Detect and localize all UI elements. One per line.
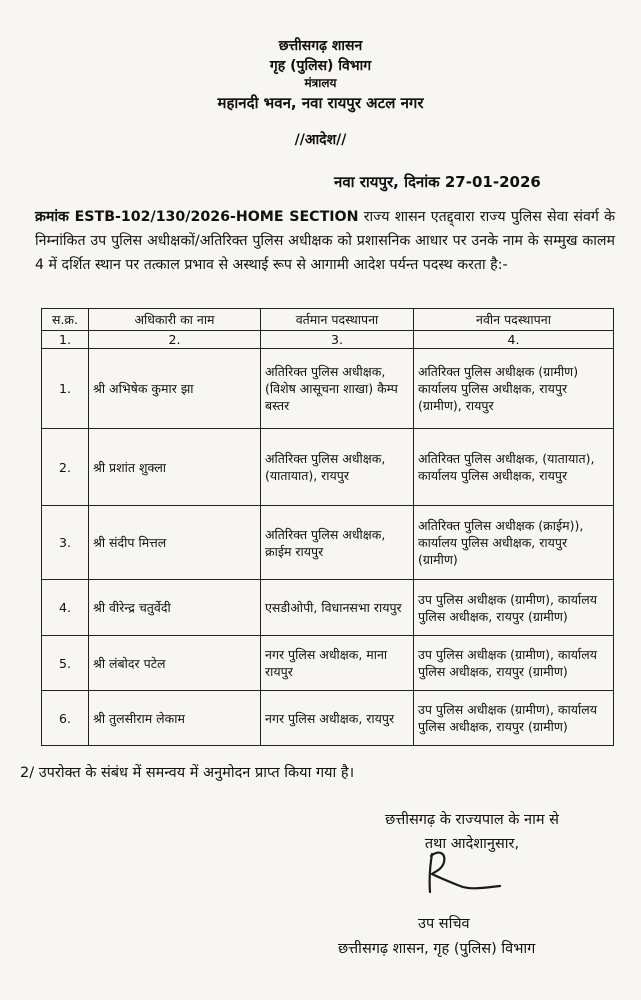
ministry-name: मंत्रालय bbox=[304, 76, 337, 90]
header-new-posting: नवीन पदस्थापना bbox=[414, 309, 614, 331]
order-paragraph bbox=[35, 205, 615, 277]
table-row bbox=[42, 506, 614, 580]
signatory-designation: उप सचिव bbox=[418, 916, 470, 932]
order-title: //आदेश// bbox=[294, 132, 347, 148]
new-posting: उप पुलिस अधीक्षक (ग्रामीण), कार्यालय पुलिस अधीक्षक, रायपुर (ग्रामीण) bbox=[414, 580, 614, 636]
table-row bbox=[42, 429, 614, 506]
header-current-posting: वर्तमान पदस्थापना bbox=[261, 309, 414, 331]
current-posting: एसडीओपी, विधानसभा रायपुर bbox=[261, 580, 414, 636]
department-name: गृह (पुलिस) विभाग bbox=[269, 58, 372, 74]
table-header-row bbox=[42, 309, 614, 331]
table-row bbox=[42, 691, 614, 746]
officer-name: श्री तुलसीराम लेकाम bbox=[89, 691, 261, 746]
table-row bbox=[42, 636, 614, 691]
table-number-row bbox=[42, 331, 614, 349]
current-posting: अतिरिक्त पुलिस अधीक्षक, क्राईम रायपुर bbox=[261, 506, 414, 580]
approval-note: 2/ उपरोक्त के संबंध में समन्वय में अनुमोदन प्राप्त किया गया है। bbox=[20, 765, 355, 781]
order-text: राज्य शासन एतद्द्वारा राज्य पुलिस सेवा संवर्ग के निम्नांकित उप पुलिस अधीक्षकों/अतिरिक्त पुलिस अधीक्षक को प्रशासनिक आधार पर उनके नाम के सम्मुख कालम 4 में दर्शित स्थान पर तत्काल प्रभाव से अस्थाई रूप से आगामी आदेश पर्यन्त पदस्थ करता है:- bbox=[35, 209, 616, 273]
table-row bbox=[42, 349, 614, 429]
order-date: नवा रायपुर, दिनांक 27-01-2026 bbox=[334, 173, 541, 191]
row-sn: 5. bbox=[42, 636, 89, 691]
officer-name: श्री अभिषेक कुमार झा bbox=[89, 349, 261, 429]
current-posting: अतिरिक्त पुलिस अधीक्षक, (यातायात), रायपुर bbox=[261, 429, 414, 506]
col-number: 1. bbox=[42, 331, 89, 349]
row-sn: 3. bbox=[42, 506, 89, 580]
new-posting: अतिरिक्त पुलिस अधीक्षक (ग्रामीण) कार्यालय पुलिस अधीक्षक, रायपुर (ग्रामीण), रायपुर bbox=[414, 349, 614, 429]
header-name: अधिकारी का नाम bbox=[89, 309, 261, 331]
row-sn: 4. bbox=[42, 580, 89, 636]
handwritten-signature bbox=[420, 848, 510, 898]
officer-name: श्री वीरेन्द्र चतुर्वेदी bbox=[89, 580, 261, 636]
govt-name: छत्तीसगढ़ शासन bbox=[278, 38, 363, 54]
posting-table bbox=[41, 308, 614, 746]
officer-name: श्री संदीप मित्तल bbox=[89, 506, 261, 580]
new-posting: उप पुलिस अधीक्षक (ग्रामीण), कार्यालय पुलिस अधीक्षक, रायपुर (ग्रामीण) bbox=[414, 691, 614, 746]
row-sn: 1. bbox=[42, 349, 89, 429]
office-address: महानदी भवन, नवा रायपुर अटल नगर bbox=[217, 94, 424, 112]
signatory-department: छत्तीसगढ़ शासन, गृह (पुलिस) विभाग bbox=[338, 941, 536, 957]
signature-line-2: तथा आदेशानुसार, bbox=[424, 836, 520, 852]
row-sn: 6. bbox=[42, 691, 89, 746]
header-sn: स.क्र. bbox=[42, 309, 89, 331]
col-number: 4. bbox=[414, 331, 614, 349]
current-posting: नगर पुलिस अधीक्षक, रायपुर bbox=[261, 691, 414, 746]
table-row bbox=[42, 580, 614, 636]
new-posting: उप पुलिस अधीक्षक (ग्रामीण), कार्यालय पुलिस अधीक्षक, रायपुर (ग्रामीण) bbox=[414, 636, 614, 691]
officer-name: श्री लंबोदर पटेल bbox=[89, 636, 261, 691]
col-number: 3. bbox=[261, 331, 414, 349]
current-posting: नगर पुलिस अधीक्षक, माना रायपुर bbox=[261, 636, 414, 691]
order-ref-number: क्रमांक ESTB-102/130/2026-HOME SECTION bbox=[35, 209, 359, 225]
officer-name: श्री प्रशांत शुक्ला bbox=[89, 429, 261, 506]
current-posting: अतिरिक्त पुलिस अधीक्षक, (विशेष आसूचना शाखा) कैम्प बस्तर bbox=[261, 349, 414, 429]
col-number: 2. bbox=[89, 331, 261, 349]
new-posting: अतिरिक्त पुलिस अधीक्षक, (यातायात), कार्यालय पुलिस अधीक्षक, रायपुर bbox=[414, 429, 614, 506]
new-posting: अतिरिक्त पुलिस अधीक्षक (क्राईम)), कार्यालय पुलिस अधीक्षक, रायपुर (ग्रामीण) bbox=[414, 506, 614, 580]
row-sn: 2. bbox=[42, 429, 89, 506]
signature-line-1: छत्तीसगढ़ के राज्यपाल के नाम से bbox=[385, 812, 559, 828]
